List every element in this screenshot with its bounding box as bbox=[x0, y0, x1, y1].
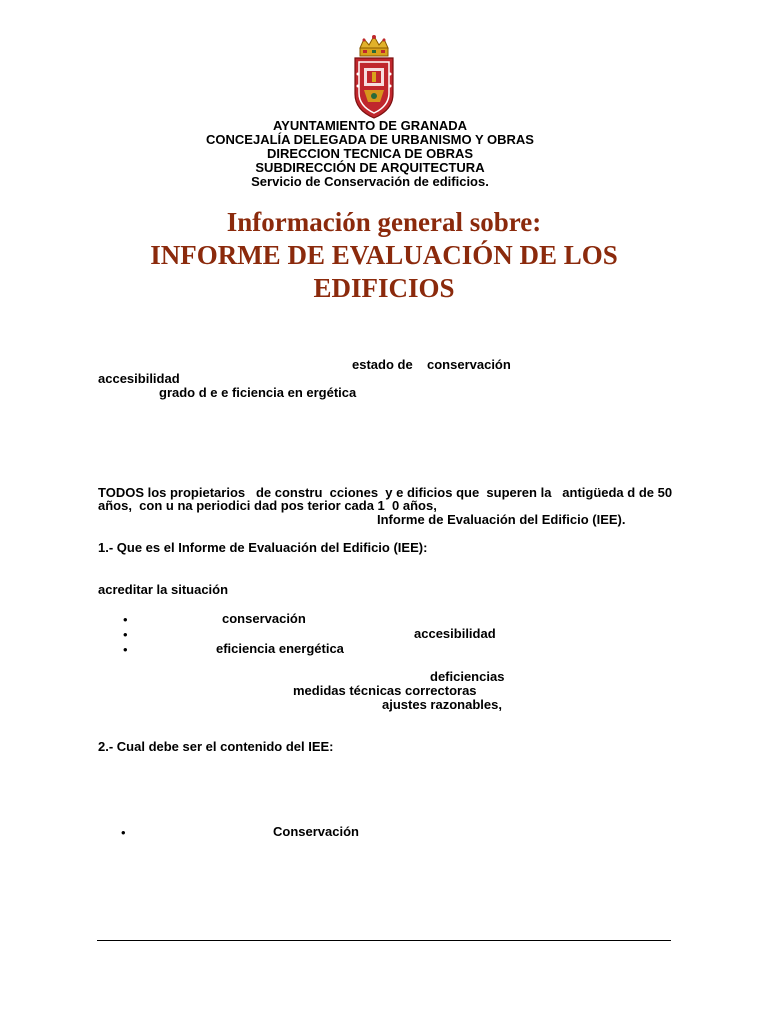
coat-of-arms-logo bbox=[350, 34, 398, 122]
header-municipality: AYUNTAMIENTO DE GRANADA bbox=[272, 118, 468, 133]
section1-ajustes: ajustes razonables, bbox=[382, 697, 502, 712]
section1-text: acreditar la situación bbox=[98, 582, 229, 597]
bullet-icon: • bbox=[123, 627, 128, 642]
intro-accesibilidad: accesibilidad bbox=[98, 371, 180, 386]
intro-conservacion: conservación bbox=[427, 357, 511, 372]
intro-grado: grado d e e ficiencia en ergética bbox=[159, 385, 357, 400]
paragraph-line3: Informe de Evaluación del Edificio (IEE). bbox=[377, 512, 626, 527]
section2-heading: 2.- Cual debe ser el contenido del IEE: bbox=[98, 739, 334, 754]
list-item: accesibilidad bbox=[414, 626, 496, 641]
crown-icon bbox=[360, 35, 388, 56]
list-item: conservación bbox=[222, 611, 306, 626]
header-direction: DIRECCION TECNICA DE OBRAS bbox=[266, 146, 474, 161]
shield-icon bbox=[355, 58, 393, 118]
bullet-icon: • bbox=[123, 642, 128, 657]
page-title-line3: EDIFICIOS bbox=[313, 273, 455, 303]
footer-divider bbox=[97, 940, 671, 941]
list-item: eficiencia energética bbox=[216, 641, 344, 656]
page-title-line2: INFORME DE EVALUACIÓN DE LOS bbox=[150, 240, 618, 270]
section1-medidas: medidas técnicas correctoras bbox=[293, 683, 477, 698]
bullet-icon: • bbox=[123, 612, 128, 627]
bullet-icon: • bbox=[121, 825, 126, 840]
header-subdirection: SUBDIRECCIÓN DE ARQUITECTURA bbox=[255, 160, 485, 175]
paragraph-line2: años, con u na periodici dad pos terior cada 1 0 años, bbox=[98, 498, 437, 513]
intro-estado: estado de bbox=[352, 357, 413, 372]
header-department: CONCEJALÍA DELEGADA DE URBANISMO Y OBRAS bbox=[206, 132, 534, 147]
page-title-line1: Información general sobre: bbox=[226, 207, 542, 237]
section1-heading: 1.- Que es el Informe de Evaluación del Edificio (IEE): bbox=[98, 540, 428, 555]
header-service: Servicio de Conservación de edificios. bbox=[251, 174, 489, 189]
section1-deficiencias: deficiencias bbox=[430, 669, 505, 684]
paragraph-line1: TODOS los propietarios de constru cciones y e dificios que superen la antigüeda d de 50 bbox=[98, 485, 673, 500]
list-item: Conservación bbox=[273, 824, 359, 839]
